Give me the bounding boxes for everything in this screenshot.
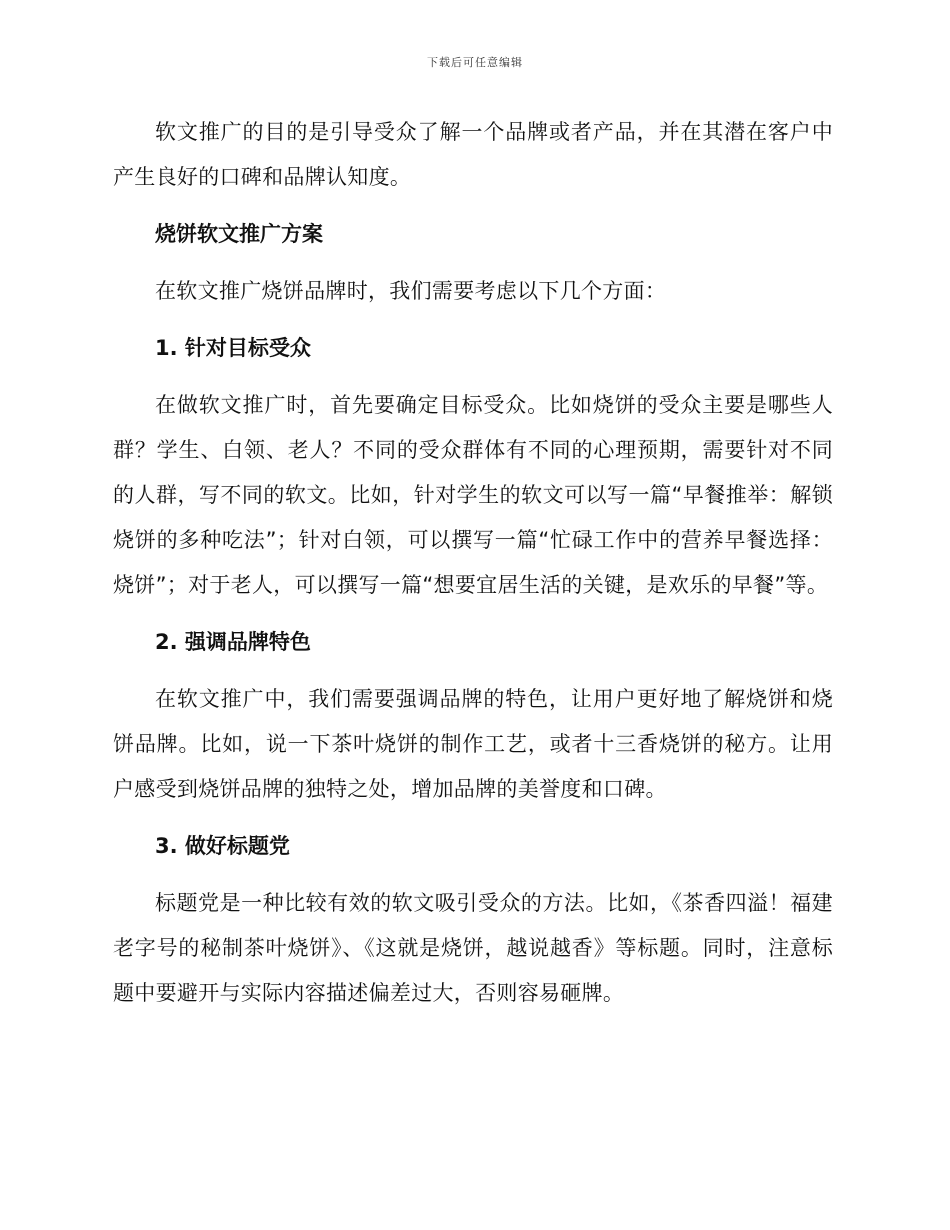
section-paragraph-3: 标题党是一种比较有效的软文吸引受众的方法。比如，《茶香四溢！福建老字号的秘制茶叶烧饼》、《这就是烧饼，越说越香》等标题。同时，注意标题中要避开与实际内容描述偏差过大，否则容易砸牌。 bbox=[113, 891, 833, 1005]
section-paragraph-2: 在软文推广中，我们需要强调品牌的特色，让用户更好地了解烧饼和烧饼品牌。比如，说一下茶叶烧饼的制作工艺，或者十三香烧饼的秘方。让用户感受到烧饼品牌的独特之处，增加品牌的美誉度和口碑。 bbox=[113, 687, 833, 801]
section-heading-3: 3. 做好标题党 bbox=[155, 834, 290, 858]
spacer bbox=[113, 200, 833, 212]
section-heading-2: 2. 强调品牌特色 bbox=[155, 630, 311, 654]
spacer bbox=[113, 665, 833, 677]
spacer bbox=[113, 314, 833, 326]
section-paragraph-1: 在做软文推广时，首先要确定目标受众。比如烧饼的受众主要是哪些人群？学生、白领、老人？不同的受众群体有不同的心理预期，需要针对不同的人群，写不同的软文。比如，针对学生的软文可以写一篇“早餐推举：解锁烧饼的多种吃法”；针对白领，可以撰写一篇“忙碌工作中的营养早餐选择：烧饼”；对于老人，可以撰写一篇“想要宜居生活的关键，是欢乐的早餐”等。 bbox=[113, 393, 833, 597]
page-header: 下载后可任意编辑 bbox=[427, 56, 523, 69]
spacer bbox=[113, 608, 833, 620]
lead-paragraph: 在软文推广烧饼品牌时，我们需要考虑以下几个方面： bbox=[155, 279, 667, 303]
spacer bbox=[113, 371, 833, 383]
spacer bbox=[113, 257, 833, 269]
spacer bbox=[113, 812, 833, 824]
intro-paragraph: 软文推广的目的是引导受众了解一个品牌或者产品，并在其潜在客户中产生良好的口碑和品牌认知度。 bbox=[113, 120, 833, 189]
spacer bbox=[113, 869, 833, 881]
document-body bbox=[113, 110, 833, 1016]
document-title: 烧饼软文推广方案 bbox=[155, 222, 323, 246]
section-heading-1: 1. 针对目标受众 bbox=[155, 336, 311, 360]
